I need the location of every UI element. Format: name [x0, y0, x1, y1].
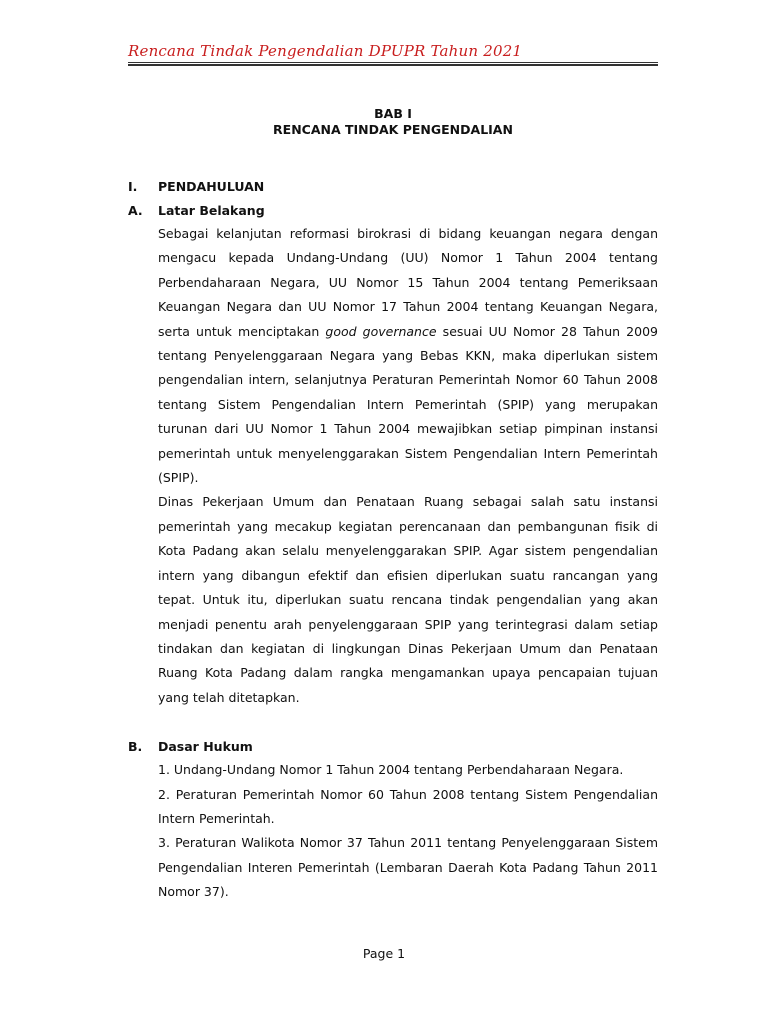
section-b-number: B.	[128, 738, 143, 754]
header-divider	[128, 62, 658, 66]
section-a-heading	[128, 198, 658, 222]
page-number: Page 1	[362, 946, 406, 961]
section-a-number: A.	[128, 202, 143, 218]
paragraph-1-italic-term: good governance	[325, 323, 437, 339]
list-item: 1. Undang-Undang Nomor 1 Tahun 2004 tentang Perbendaharaan Negara.	[158, 762, 624, 778]
document-body	[128, 174, 658, 905]
paragraph-1-text-end: sesuai UU Nomor 28 Tahun 2009 tentang Penyelenggaraan Negara yang Bebas KKN, maka diperlukan sistem pengendalian intern, selanjutnya Peraturan Pemerintah Nomor 60 Tahun 2008 tentang Sistem Pengendalian Intern Pemerintah (SPIP) yang merupakan turunan dari UU Nomor 1 Tahun 2004 mewajibkan setiap pimpinan instansi pemerintah untuk menyelenggarakan Sistem Pengendalian Intern Pemerintah (SPIP).	[158, 323, 658, 486]
section-b-heading	[128, 734, 658, 758]
chapter-title: RENCANA TINDAK PENGENDALIAN	[273, 122, 513, 137]
chapter-label: BAB I	[374, 106, 412, 121]
section-spacer	[128, 710, 658, 734]
list-item: 3. Peraturan Walikota Nomor 37 Tahun 2011 tentang Penyelenggaraan Sistem Pengendalian Interen Pemerintah (Lembaran Daerah Kota Padang Tahun 2011 Nomor 37).	[158, 835, 658, 900]
chapter-heading	[128, 106, 658, 138]
background-paragraph-2: Dinas Pekerjaan Umum dan Penataan Ruang sebagai salah satu instansi pemerintah yang mecakup kegiatan perencanaan dan pembangunan fisik di Kota Padang akan selalu menyelenggarakan SPIP. Agar sistem pengendalian intern yang dibangun efektif dan efisien diperlukan suatu rancangan yang tepat. Untuk itu, diperlukan suatu rencana tindak pengendalian yang akan menjadi penentu arah penyelenggaraan SPIP yang terintegrasi dalam setiap tindakan dan kegiatan di lingkungan Dinas Pekerjaan Umum dan Penataan Ruang Kota Padang dalam rangka mengamankan upaya pencapaian tujuan yang telah ditetapkan.	[158, 494, 658, 705]
paragraph-1-text-start: Sebagai kelanjutan reformasi birokrasi di bidang keuangan negara dengan mengacu kepada Undang-Undang (UU) Nomor 1 Tahun 2004 tentang Perbendaharaan Negara, UU Nomor 15 Tahun 2004 tentang Pemeriksaan Keuangan Negara dan UU Nomor 17 Tahun 2004 tentang Keuangan Negara, serta untuk menciptakan	[158, 226, 658, 339]
section-a-title: Latar Belakang	[158, 202, 265, 218]
section-i-number: I.	[128, 178, 138, 194]
legal-basis-list	[158, 758, 658, 904]
section-i-title: PENDAHULUAN	[158, 178, 265, 194]
document-header-title: Rencana Tindak Pengendalian DPUPR Tahun 2021	[128, 42, 523, 60]
background-paragraph-1	[158, 222, 658, 490]
section-b-title: Dasar Hukum	[158, 738, 253, 754]
list-item: 2. Peraturan Pemerintah Nomor 60 Tahun 2008 tentang Sistem Pengendalian Intern Pemerintah.	[158, 786, 658, 826]
section-i-heading	[128, 174, 658, 198]
